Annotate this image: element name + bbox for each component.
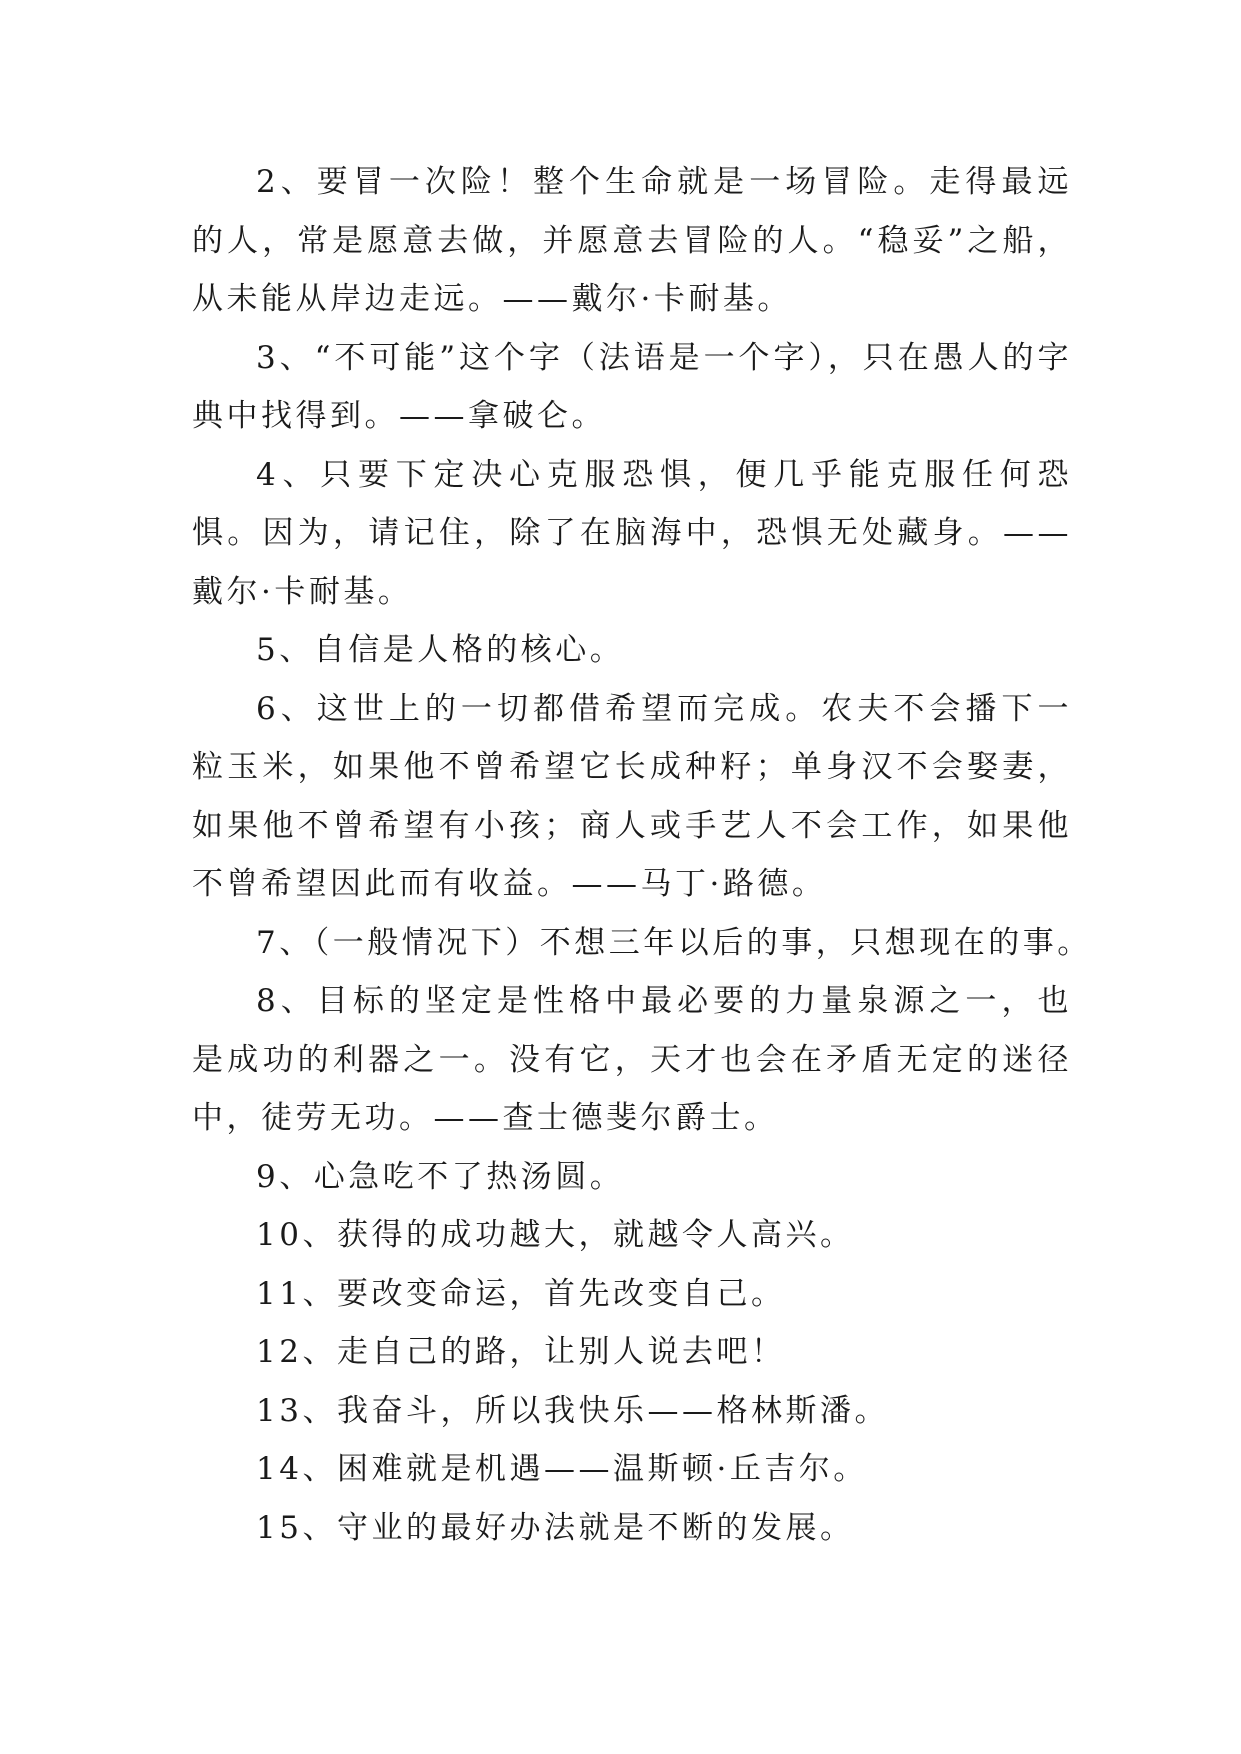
- quote-paragraph-15: 15、守业的最好办法就是不断的发展。: [256, 1509, 855, 1546]
- quote-paragraph-14: 14、困难就是机遇——温斯顿·丘吉尔。: [256, 1451, 868, 1487]
- quote-paragraph-12: 12、走自己的路，让别人说去吧！: [256, 1334, 786, 1370]
- quote-paragraph-9: 9、心急吃不了热汤圆。: [256, 1158, 625, 1195]
- quote-paragraph-11: 11、要改变命运，首先改变自己。: [256, 1275, 786, 1312]
- document-body: [192, 153, 1092, 1557]
- quote-paragraph-3: 3、“不可能”这个字（法语是一个字），只在愚人的字典中找得到。——拿破仑。: [192, 339, 1072, 434]
- quote-paragraph-4: 4、只要下定决心克服恐惧，便几乎能克服任何恐惧。因为，请记住，除了在脑海中，恐惧无处藏身。——戴尔·卡耐基。: [192, 456, 1072, 610]
- quote-paragraph-13: 13、我奋斗，所以我快乐——格林斯潘。: [256, 1392, 889, 1429]
- quote-paragraph-7: 7、（一般情况下）不想三年以后的事，只想现在的事。: [256, 924, 1092, 961]
- quote-paragraph-10: 10、获得的成功越大，就越令人高兴。: [256, 1217, 855, 1253]
- quote-paragraph-6: 6、这世上的一切都借希望而完成。农夫不会播下一粒玉米，如果他不曾希望它长成种籽；单身汉不会娶妻，如果他不曾希望有小孩；商人或手艺人不会工作，如果他不曾希望因此而有收益。——马丁·路德。: [192, 690, 1072, 902]
- quote-paragraph-5: 5、自信是人格的核心。: [256, 632, 625, 668]
- quote-paragraph-8: 8、目标的坚定是性格中最必要的力量泉源之一，也是成功的利器之一。没有它，天才也会在矛盾无定的迷径中，徒劳无功。——查士德斐尔爵士。: [192, 983, 1072, 1136]
- quote-paragraph-2: 2、要冒一次险！整个生命就是一场冒险。走得最远的人，常是愿意去做，并愿意去冒险的人。“稳妥”之船，从未能从岸边走远。——戴尔·卡耐基。: [192, 164, 1072, 317]
